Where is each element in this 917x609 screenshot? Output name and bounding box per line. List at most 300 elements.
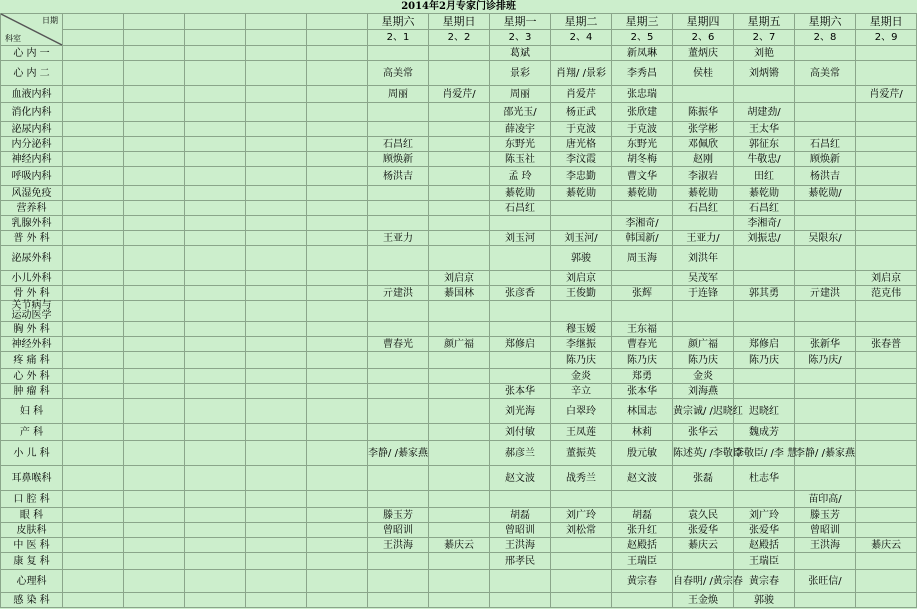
blank-cell xyxy=(185,553,246,570)
department-cell: 乳腺外科 xyxy=(1,216,63,231)
doctor-cell: 刘炳锵 xyxy=(734,61,795,86)
blank-header-cell xyxy=(246,30,307,46)
doctor-cell: 侯桂 xyxy=(673,61,734,86)
department-cell: 心理科 xyxy=(1,570,63,593)
doctor-cell xyxy=(429,491,490,508)
blank-cell xyxy=(124,231,185,246)
doctor-cell: 郭骏 xyxy=(551,246,612,271)
blank-cell xyxy=(246,301,307,322)
table-row xyxy=(1,337,917,352)
doctor-cell xyxy=(856,369,917,384)
blank-cell xyxy=(124,491,185,508)
department-cell: 胸 外 科 xyxy=(1,322,63,337)
doctor-cell xyxy=(551,570,612,593)
blank-cell xyxy=(63,86,124,103)
blank-cell xyxy=(185,301,246,322)
blank-cell xyxy=(246,508,307,523)
blank-cell xyxy=(185,61,246,86)
doctor-cell xyxy=(429,322,490,337)
date-axis-label: 日期 xyxy=(42,16,58,25)
doctor-cell xyxy=(368,570,429,593)
department-axis-label: 科室 xyxy=(5,34,21,43)
blank-cell xyxy=(63,538,124,553)
department-cell: 中 医 科 xyxy=(1,538,63,553)
doctor-cell: 张彦香 xyxy=(490,286,551,301)
doctor-cell xyxy=(856,201,917,216)
blank-cell xyxy=(124,86,185,103)
blank-cell xyxy=(185,523,246,538)
doctor-cell xyxy=(795,246,856,271)
doctor-cell xyxy=(429,231,490,246)
doctor-cell: 曹春光 xyxy=(368,337,429,352)
blank-cell xyxy=(246,201,307,216)
blank-cell xyxy=(63,61,124,86)
doctor-cell: 邵光玉/ xyxy=(490,103,551,122)
doctor-cell: 綦庆云 xyxy=(429,538,490,553)
table-row xyxy=(1,231,917,246)
blank-cell xyxy=(246,231,307,246)
blank-cell xyxy=(63,399,124,424)
doctor-cell xyxy=(795,301,856,322)
blank-cell xyxy=(246,523,307,538)
doctor-cell: 王俊勤 xyxy=(551,286,612,301)
doctor-cell xyxy=(856,593,917,608)
department-cell: 消化内科 xyxy=(1,103,63,122)
blank-cell xyxy=(185,399,246,424)
doctor-cell xyxy=(368,384,429,399)
blank-cell xyxy=(63,167,124,186)
doctor-cell xyxy=(612,593,673,608)
doctor-cell: 张欣建 xyxy=(612,103,673,122)
doctor-cell xyxy=(856,570,917,593)
doctor-cell: 刘玉河 xyxy=(490,231,551,246)
department-cell: 康 复 科 xyxy=(1,553,63,570)
doctor-cell: 陈乃庆 xyxy=(612,352,673,369)
table-row xyxy=(1,491,917,508)
doctor-cell: 杨正武 xyxy=(551,103,612,122)
weekday-header-row xyxy=(1,14,917,30)
doctor-cell: 胡磊 xyxy=(490,508,551,523)
doctor-cell: 郭征东 xyxy=(734,137,795,152)
blank-cell xyxy=(63,216,124,231)
doctor-cell xyxy=(734,246,795,271)
date-header: 2、7 xyxy=(734,30,795,46)
doctor-cell: 刘松常 xyxy=(551,523,612,538)
blank-cell xyxy=(307,322,368,337)
doctor-cell xyxy=(612,301,673,322)
table-row xyxy=(1,246,917,271)
doctor-cell xyxy=(856,553,917,570)
doctor-cell: 肖翔/ /景彩 xyxy=(551,61,612,86)
doctor-cell: 肖爱芹/ xyxy=(856,86,917,103)
blank-cell xyxy=(63,466,124,491)
doctor-cell xyxy=(490,271,551,286)
blank-cell xyxy=(124,122,185,137)
doctor-cell: 战秀兰 xyxy=(551,466,612,491)
blank-cell xyxy=(185,216,246,231)
doctor-cell xyxy=(856,441,917,466)
doctor-cell: 颜广福 xyxy=(673,337,734,352)
blank-cell xyxy=(63,384,124,399)
doctor-cell: 李忠勤 xyxy=(551,167,612,186)
table-row xyxy=(1,399,917,424)
blank-cell xyxy=(124,137,185,152)
doctor-cell: 邢孝民 xyxy=(490,553,551,570)
doctor-cell xyxy=(368,424,429,441)
doctor-cell xyxy=(368,201,429,216)
doctor-cell: 林国志 xyxy=(612,399,673,424)
day-header: 星期日 xyxy=(856,14,917,30)
blank-cell xyxy=(124,399,185,424)
blank-cell xyxy=(246,441,307,466)
blank-cell xyxy=(124,301,185,322)
blank-cell xyxy=(185,271,246,286)
blank-cell xyxy=(307,201,368,216)
blank-cell xyxy=(185,246,246,271)
department-cell: 心 内 二 xyxy=(1,61,63,86)
doctor-cell: 韩国新/ xyxy=(612,231,673,246)
table-row xyxy=(1,86,917,103)
table-row xyxy=(1,152,917,167)
doctor-cell xyxy=(490,570,551,593)
department-cell: 耳鼻喉科 xyxy=(1,466,63,491)
blank-cell xyxy=(63,322,124,337)
blank-cell xyxy=(124,384,185,399)
table-row xyxy=(1,167,917,186)
blank-cell xyxy=(124,508,185,523)
blank-cell xyxy=(246,246,307,271)
blank-cell xyxy=(63,593,124,608)
blank-cell xyxy=(307,186,368,201)
doctor-cell: 张本华 xyxy=(490,384,551,399)
doctor-cell xyxy=(856,186,917,201)
doctor-cell: 董振英 xyxy=(551,441,612,466)
doctor-cell: 李汶霞 xyxy=(551,152,612,167)
blank-cell xyxy=(185,570,246,593)
doctor-cell xyxy=(490,491,551,508)
blank-cell xyxy=(307,593,368,608)
doctor-cell: 刘广玲 xyxy=(551,508,612,523)
doctor-cell: 綦乾勋 xyxy=(490,186,551,201)
blank-cell xyxy=(63,186,124,201)
doctor-cell xyxy=(429,216,490,231)
blank-cell xyxy=(307,553,368,570)
doctor-cell xyxy=(673,322,734,337)
doctor-cell xyxy=(368,216,429,231)
blank-cell xyxy=(124,523,185,538)
department-cell: 心 外 科 xyxy=(1,369,63,384)
blank-cell xyxy=(246,352,307,369)
doctor-cell: 赵文波 xyxy=(490,466,551,491)
blank-cell xyxy=(307,369,368,384)
blank-header-cell xyxy=(124,30,185,46)
doctor-cell: 张爱华 xyxy=(673,523,734,538)
doctor-cell xyxy=(734,369,795,384)
blank-cell xyxy=(246,286,307,301)
doctor-cell xyxy=(795,399,856,424)
doctor-cell: 綦乾勋 xyxy=(734,186,795,201)
doctor-cell: 李湘奇/ xyxy=(734,216,795,231)
doctor-cell: 滕玉芳 xyxy=(795,508,856,523)
blank-cell xyxy=(185,466,246,491)
doctor-cell xyxy=(612,491,673,508)
table-row xyxy=(1,508,917,523)
doctor-cell: 陈乃庆 xyxy=(673,352,734,369)
doctor-cell xyxy=(734,301,795,322)
blank-cell xyxy=(307,508,368,523)
doctor-cell xyxy=(490,301,551,322)
blank-cell xyxy=(185,593,246,608)
blank-cell xyxy=(185,122,246,137)
doctor-cell: 黄宗春 xyxy=(612,570,673,593)
doctor-cell xyxy=(795,271,856,286)
blank-cell xyxy=(246,424,307,441)
blank-cell xyxy=(246,570,307,593)
doctor-cell: 亓建洪 xyxy=(368,286,429,301)
department-cell: 感 染 科 xyxy=(1,593,63,608)
doctor-cell xyxy=(856,508,917,523)
department-cell: 风湿免疫 xyxy=(1,186,63,201)
doctor-cell xyxy=(551,201,612,216)
blank-cell xyxy=(124,167,185,186)
blank-cell xyxy=(307,491,368,508)
doctor-cell xyxy=(429,301,490,322)
doctor-cell: 董炳庆 xyxy=(673,46,734,61)
blank-cell xyxy=(246,384,307,399)
doctor-cell xyxy=(551,553,612,570)
doctor-cell: 曹文华 xyxy=(612,167,673,186)
doctor-cell: 李淑岩 xyxy=(673,167,734,186)
doctor-cell: 景彩 xyxy=(490,61,551,86)
doctor-cell: 石昌红 xyxy=(673,201,734,216)
blank-cell xyxy=(124,216,185,231)
doctor-cell: 刘启京 xyxy=(551,271,612,286)
doctor-cell xyxy=(856,491,917,508)
doctor-cell xyxy=(429,369,490,384)
doctor-cell xyxy=(612,271,673,286)
doctor-cell: 石昌红 xyxy=(490,201,551,216)
doctor-cell: 张升红 xyxy=(612,523,673,538)
doctor-cell xyxy=(429,570,490,593)
doctor-cell: 王洪海 xyxy=(490,538,551,553)
doctor-cell xyxy=(551,46,612,61)
doctor-cell: 黄宗春 xyxy=(734,570,795,593)
doctor-cell xyxy=(795,216,856,231)
doctor-cell: 胡磊 xyxy=(612,508,673,523)
doctor-cell xyxy=(368,246,429,271)
doctor-cell: 陈玉社 xyxy=(490,152,551,167)
doctor-cell: 郑修启 xyxy=(490,337,551,352)
department-cell: 小 儿 科 xyxy=(1,441,63,466)
table-row xyxy=(1,122,917,137)
doctor-cell: 刘付敏 xyxy=(490,424,551,441)
doctor-cell: 金炎 xyxy=(673,369,734,384)
doctor-cell: 刘启京 xyxy=(429,271,490,286)
doctor-cell xyxy=(368,271,429,286)
doctor-cell xyxy=(368,301,429,322)
doctor-cell: 孟 玲 xyxy=(490,167,551,186)
doctor-cell: 赵殿括 xyxy=(734,538,795,553)
doctor-cell xyxy=(673,491,734,508)
blank-cell xyxy=(185,384,246,399)
doctor-cell xyxy=(368,322,429,337)
doctor-cell xyxy=(368,466,429,491)
blank-cell xyxy=(124,271,185,286)
doctor-cell xyxy=(795,593,856,608)
blank-cell xyxy=(246,152,307,167)
doctor-cell: 王太华 xyxy=(734,122,795,137)
blank-cell xyxy=(63,201,124,216)
doctor-cell: 李静/ /綦家燕 xyxy=(795,441,856,466)
blank-header-cell xyxy=(124,14,185,30)
doctor-cell: 自春明/ /黄宗春 xyxy=(673,570,734,593)
doctor-cell: 李继振 xyxy=(551,337,612,352)
blank-cell xyxy=(307,231,368,246)
doctor-cell: 王亚力/ xyxy=(673,231,734,246)
doctor-cell: 周丽 xyxy=(368,86,429,103)
doctor-cell: 颜广福 xyxy=(429,337,490,352)
doctor-cell xyxy=(429,523,490,538)
doctor-cell: 魏成芳 xyxy=(734,424,795,441)
doctor-cell xyxy=(429,508,490,523)
doctor-cell xyxy=(429,152,490,167)
table-row xyxy=(1,216,917,231)
doctor-cell: 高美常 xyxy=(368,61,429,86)
doctor-cell xyxy=(429,352,490,369)
title-row xyxy=(1,0,917,14)
blank-cell xyxy=(63,337,124,352)
blank-cell xyxy=(246,399,307,424)
blank-cell xyxy=(124,441,185,466)
doctor-cell: 顾焕新 xyxy=(795,152,856,167)
blank-header-cell xyxy=(246,14,307,30)
blank-cell xyxy=(185,322,246,337)
doctor-cell: 刘广玲 xyxy=(734,508,795,523)
doctor-cell: 王东福 xyxy=(612,322,673,337)
blank-cell xyxy=(246,216,307,231)
doctor-cell: 张华云 xyxy=(673,424,734,441)
blank-header-cell xyxy=(63,30,124,46)
doctor-cell: 王凤莲 xyxy=(551,424,612,441)
blank-cell xyxy=(124,201,185,216)
day-header: 星期六 xyxy=(795,14,856,30)
doctor-cell: 赵刚 xyxy=(673,152,734,167)
doctor-cell: 杨洪吉 xyxy=(368,167,429,186)
doctor-cell: 曾昭训 xyxy=(490,523,551,538)
doctor-cell: 刘启京 xyxy=(856,271,917,286)
doctor-cell xyxy=(490,369,551,384)
doctor-cell: 张春普 xyxy=(856,337,917,352)
doctor-cell: 胡建劲/ xyxy=(734,103,795,122)
doctor-cell: 于克波 xyxy=(551,122,612,137)
table-row xyxy=(1,553,917,570)
doctor-cell: 袁久民 xyxy=(673,508,734,523)
doctor-cell: 张旺信/ xyxy=(795,570,856,593)
blank-cell xyxy=(63,508,124,523)
doctor-cell xyxy=(368,46,429,61)
blank-cell xyxy=(307,424,368,441)
department-cell: 呼吸内科 xyxy=(1,167,63,186)
doctor-cell xyxy=(795,122,856,137)
department-cell: 心 内 一 xyxy=(1,46,63,61)
doctor-cell xyxy=(795,424,856,441)
table-row xyxy=(1,186,917,201)
blank-cell xyxy=(63,271,124,286)
doctor-cell: 刘光海 xyxy=(490,399,551,424)
blank-cell xyxy=(124,593,185,608)
doctor-cell: 赵殿括 xyxy=(612,538,673,553)
blank-cell xyxy=(185,152,246,167)
doctor-cell xyxy=(673,86,734,103)
blank-cell xyxy=(307,399,368,424)
doctor-cell xyxy=(368,352,429,369)
doctor-cell xyxy=(795,201,856,216)
doctor-cell xyxy=(490,322,551,337)
doctor-cell: 刘玉河/ xyxy=(551,231,612,246)
blank-cell xyxy=(63,441,124,466)
doctor-cell xyxy=(429,122,490,137)
blank-cell xyxy=(63,122,124,137)
blank-cell xyxy=(307,86,368,103)
doctor-cell xyxy=(368,553,429,570)
day-header: 星期二 xyxy=(551,14,612,30)
blank-cell xyxy=(124,369,185,384)
doctor-cell: 郝彦兰 xyxy=(490,441,551,466)
doctor-cell: 石昌红 xyxy=(734,201,795,216)
doctor-cell xyxy=(490,352,551,369)
department-cell: 肿 瘤 科 xyxy=(1,384,63,399)
doctor-cell: 王瑞臣 xyxy=(612,553,673,570)
blank-header-cell xyxy=(185,14,246,30)
blank-cell xyxy=(246,491,307,508)
blank-cell xyxy=(246,553,307,570)
doctor-cell: 李湘奇/ xyxy=(612,216,673,231)
doctor-cell xyxy=(734,271,795,286)
blank-cell xyxy=(124,246,185,271)
doctor-cell: 李静/ /綦家燕 xyxy=(368,441,429,466)
doctor-cell xyxy=(795,369,856,384)
day-header: 星期日 xyxy=(429,14,490,30)
blank-cell xyxy=(124,538,185,553)
table-row xyxy=(1,46,917,61)
doctor-cell: 东野光 xyxy=(612,137,673,152)
doctor-cell: 周玉海 xyxy=(612,246,673,271)
doctor-cell: 白翠玲 xyxy=(551,399,612,424)
doctor-cell xyxy=(856,216,917,231)
department-cell: 皮肤科 xyxy=(1,523,63,538)
blank-cell xyxy=(124,570,185,593)
day-header: 星期五 xyxy=(734,14,795,30)
blank-cell xyxy=(185,186,246,201)
blank-cell xyxy=(307,466,368,491)
department-cell: 神经内科 xyxy=(1,152,63,167)
doctor-cell xyxy=(490,593,551,608)
doctor-cell: 吴茂军 xyxy=(673,271,734,286)
blank-cell xyxy=(185,231,246,246)
day-header: 星期三 xyxy=(612,14,673,30)
doctor-cell: 林莉 xyxy=(612,424,673,441)
doctor-cell xyxy=(429,167,490,186)
table-row xyxy=(1,271,917,286)
blank-cell xyxy=(124,352,185,369)
doctor-cell: 杜志华 xyxy=(734,466,795,491)
doctor-cell xyxy=(551,491,612,508)
doctor-cell xyxy=(429,384,490,399)
doctor-cell xyxy=(856,352,917,369)
doctor-cell xyxy=(856,46,917,61)
doctor-cell xyxy=(734,86,795,103)
blank-cell xyxy=(246,46,307,61)
